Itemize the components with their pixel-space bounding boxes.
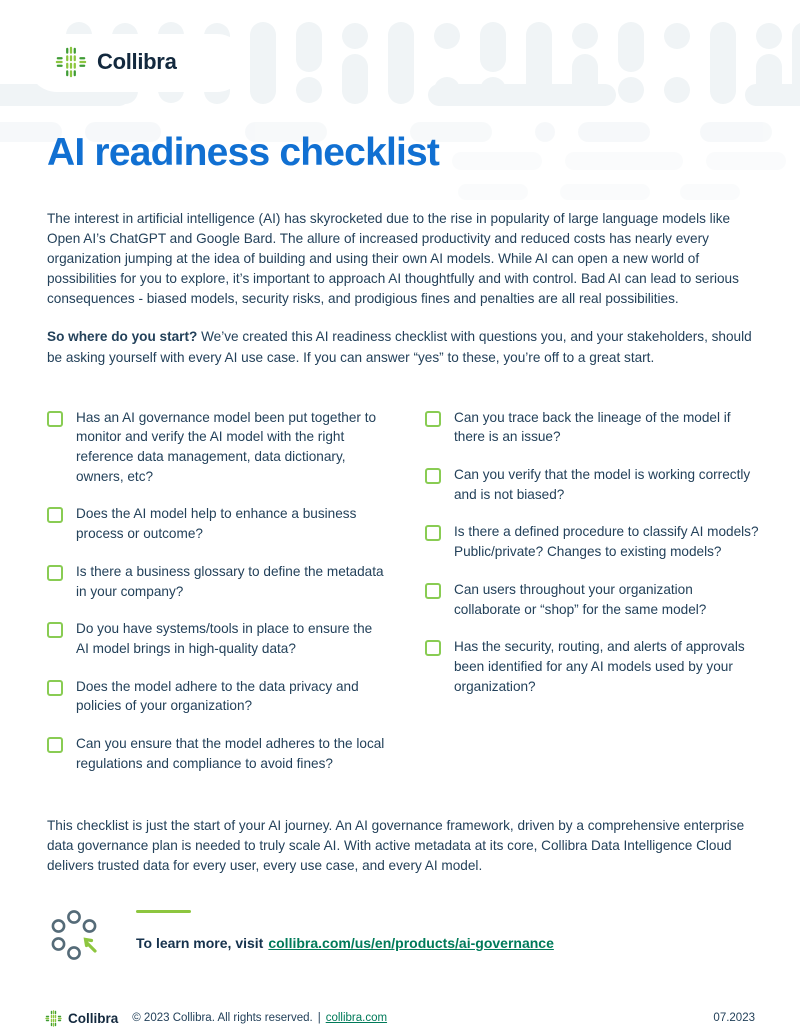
checklist-item-text: Does the AI model help to enhance a business process or outcome? <box>76 506 357 542</box>
checkbox <box>425 525 441 541</box>
outro-paragraph: This checklist is just the start of your AI journey. An AI governance framework, driven by a comprehensive enterprise data governance plan is needed to truly scale AI. With active metadata at its core, Collibra Data Intelligence Cloud delivers trusted data for every user, every use case, and every AI model. <box>47 817 745 873</box>
footer-collibra-logo-icon <box>45 1010 62 1027</box>
checklist-item <box>47 504 425 543</box>
footer-collibra-wordmark: Collibra <box>68 1010 119 1026</box>
checkbox <box>47 622 63 638</box>
checklist-item-text: Can you verify that the model is working correctly and is not biased? <box>454 467 751 502</box>
footer-collibra-link[interactable]: collibra.com <box>325 1012 388 1025</box>
footer <box>45 1010 755 1027</box>
checkbox <box>425 583 441 599</box>
checklist-item-text: Is there a defined procedure to classify AI models? Public/private? Changes to existing models? <box>454 524 759 560</box>
checklist-column-left <box>47 408 425 792</box>
start-paragraph-rest: We’ve created this AI readiness checklist with questions you, and your stakeholders, should be asking yourself with every AI use case. If you can answer “yes” to these, you’re off to a great start. <box>47 329 752 365</box>
ai-governance-link[interactable]: collibra.com/us/en/products/ai-governance <box>268 934 554 951</box>
checklist-item-text: Is there a business glossary to define the metadata in your company? <box>76 563 384 599</box>
checklist-item <box>425 522 760 561</box>
checklist-item-text: Can users throughout your organization collaborate or “shop” for the same model? <box>454 581 707 617</box>
page-title: AI readiness checklist <box>47 131 440 174</box>
checkbox <box>47 411 63 427</box>
intro-paragraph: The interest in artificial intelligence (AI) has skyrocketed due to the rise in popularity of large language models like Open AI’s ChatGPT and Google Bard. The allure of increased productivity and reduced costs has nearly every organization jumping at the idea of building and using their own AI models. While AI can open a new world of possibilities for you to explore, it’s important to approach AI thoughtfully and with control. Bad AI can lead to serious consequences - biased models, security risks, and prodigious fines and penalties are all real possibilities. <box>47 210 739 307</box>
start-paragraph-bold: So where do you start? <box>47 329 198 345</box>
checkbox <box>425 468 441 484</box>
header-logo <box>55 0 800 78</box>
collibra-logo-icon <box>55 46 87 78</box>
circle-ring-arrow-icon <box>44 906 104 964</box>
learn-more-text: To learn more, visit <box>136 934 264 951</box>
checklist-item <box>47 408 425 487</box>
checklist <box>47 408 760 792</box>
checklist-item <box>425 465 760 504</box>
checklist-item <box>425 408 760 447</box>
checklist-item <box>47 619 425 658</box>
start-paragraph <box>47 327 755 367</box>
checklist-item <box>47 677 425 716</box>
checklist-item <box>425 637 760 696</box>
collibra-wordmark: Collibra <box>97 49 177 74</box>
checkbox <box>425 411 441 427</box>
learn-more-body <box>136 906 554 953</box>
accent-line <box>136 910 191 913</box>
checkbox <box>425 640 441 656</box>
footer-divider: | <box>317 1012 321 1025</box>
checklist-item-text: Has the security, routing, and alerts of approvals been identified for any AI models used by your organization? <box>454 639 745 694</box>
checklist-item-text: Do you have systems/tools in place to ensure the AI model brings in high-quality data? <box>76 621 373 656</box>
checklist-item <box>425 580 760 619</box>
footer-date: 07.2023 <box>713 1012 755 1025</box>
checklist-column-right <box>425 408 760 792</box>
checkbox <box>47 507 63 523</box>
checklist-item <box>47 562 425 601</box>
checkbox <box>47 737 63 753</box>
checkbox <box>47 680 63 696</box>
footer-copyright: © 2023 Collibra. All rights reserved. <box>132 1012 313 1025</box>
checklist-item-text: Has an AI governance model been put together to monitor and verify the AI model with the right reference data management, data dictionary, owners, etc? <box>76 409 377 484</box>
checklist-item <box>47 734 425 773</box>
checklist-item-text: Can you trace back the lineage of the model if there is an issue? <box>454 409 731 445</box>
checklist-item-text: Can you ensure that the model adheres to the local regulations and compliance to avoid fines? <box>76 736 385 771</box>
footer-left <box>45 1010 387 1027</box>
learn-more-section <box>44 906 755 964</box>
checkbox <box>47 565 63 581</box>
checklist-item-text: Does the model adhere to the data privacy and policies of your organization? <box>76 678 359 714</box>
